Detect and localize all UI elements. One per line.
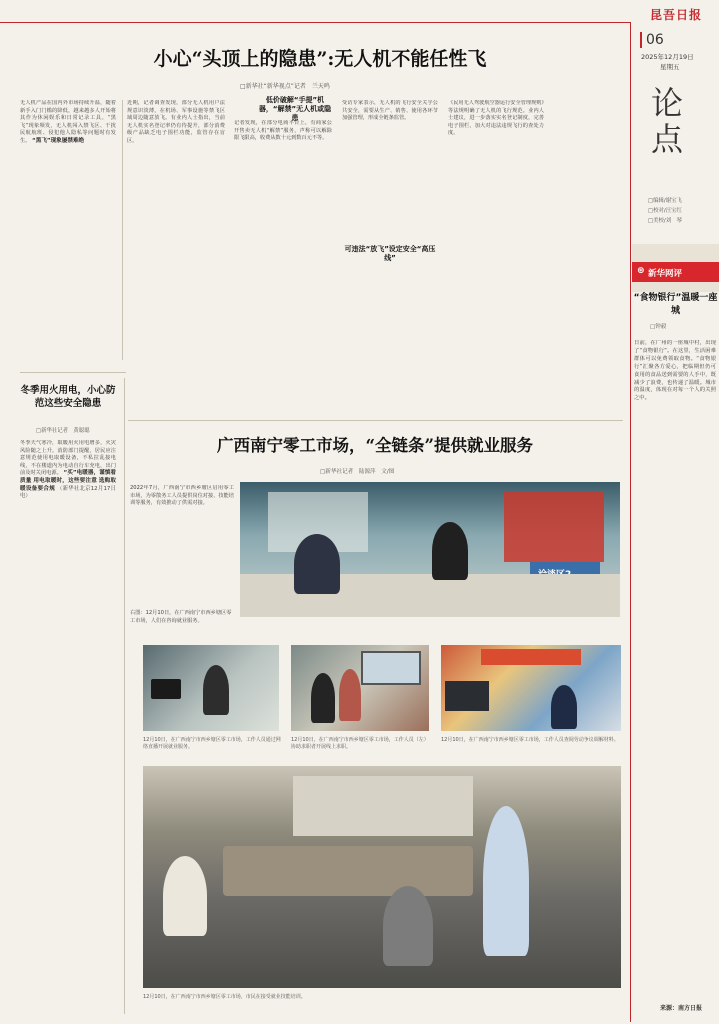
- sidebar-editor-2: □校对/汪宝红: [648, 208, 682, 214]
- caption-small-2: 12月10日，在广西南宁市西乡塘区零工市场，工作人员（左）协助求职者开展线上求职。: [291, 737, 429, 751]
- monitor: [361, 651, 421, 685]
- left-story-byline: □新华社记者 黄聪聪: [36, 428, 90, 434]
- top-rule: [0, 22, 630, 23]
- photo-job-consultation: [240, 482, 620, 617]
- caption-big: 12月10日，在广西南宁市西乡塘区零工市场，市民在接受就业技能培训。: [143, 994, 306, 1000]
- second-headline: 广西南宁零工市场，“全链条”提供就业服务: [217, 436, 533, 455]
- photo-skills-training: [143, 766, 621, 988]
- second-byline: □新华社记者 陆源萍 文/图: [320, 469, 395, 475]
- job-seeker-figure: [339, 669, 361, 721]
- sidebar-author: □钟毅: [650, 324, 667, 330]
- main-col2-text: 近期，记者调查发现，部分无人机用户法规意识淡薄，在机场、军事设施等禁飞区域周边随意放飞。有业内人士指出，当前无人机实名登记率仍有待提升，部分消费级产品缺乏电子围栏功能，监管存在盲区。: [127, 100, 225, 144]
- left-story-section-3: 选购取暖设备要合规: [20, 477, 116, 492]
- left-story-section-1: “买”电暖器，谨慎看质量: [20, 470, 116, 484]
- divider: [122, 100, 123, 360]
- main-byline: □新华社“新华视点”记者 兰天鸣: [240, 83, 330, 90]
- main-headline: 小心“头顶上的隐患”:无人机不能任性飞: [153, 48, 487, 70]
- main-subhead-1: 低价破解“手提”机器，“解禁”无人机或隐患: [258, 96, 332, 122]
- masthead-logo: 昆吾日报: [650, 8, 703, 22]
- page-number: 06: [640, 32, 664, 48]
- main-col3-text: 记者发现，在部分电商平台上，有商家公开售卖无人机“解禁”服务，声称可以解除限飞限高，收费从数十元到数百元不等。: [234, 120, 332, 142]
- monitor: [445, 681, 489, 711]
- main-article-col3: [234, 120, 332, 430]
- photo-dispute-mediation: [441, 645, 621, 731]
- main-subhead-2: 可违法“放飞”设定安全“高压线”: [344, 245, 436, 262]
- divider: [124, 378, 125, 1014]
- staff-figure: [311, 673, 335, 723]
- caption-small-1: 12月10日，在广西南宁市西乡塘区零工市场，工作人员通过网络直播开展就业服务。: [143, 737, 281, 751]
- back-wall: [293, 776, 473, 836]
- sidebar-editors: [648, 196, 682, 226]
- main-article-col2: [127, 100, 225, 410]
- left-story-section-2: 用电取暖时，这些要注意: [33, 477, 97, 484]
- left-story-body: [20, 440, 116, 1010]
- staff-figure: [551, 685, 577, 729]
- photo-live-stream: [143, 645, 279, 731]
- sidebar-editor-1: □编辑/谢宝飞: [648, 198, 682, 204]
- attendee-figure: [383, 886, 433, 966]
- issue-weekday: 星期五: [660, 63, 680, 71]
- staff-figure: [203, 665, 229, 715]
- main-article-col4: [342, 100, 438, 360]
- left-story-footer: （新华社北京12月17日电）: [20, 485, 116, 500]
- trainer-figure: [483, 806, 529, 956]
- training-table: [223, 846, 473, 896]
- main-col5-text: 《民用无人驾驶航空器运行安全管理规则》等法规明确了无人机的飞行规范。业内人士建议，进一步落实实名登记制度，完善电子围栏，加大对违法违规飞行的查处力度。: [448, 100, 544, 137]
- caption-small-3: 12月10日，在广西南宁市西乡塘区零工市场，工作人员查阅劳动争议调解材料。: [441, 737, 619, 743]
- second-intro: 2022年7月，广西南宁市西乡塘区启用零工市场，为零散务工人员提供岗位对接、技能培训等服务，有效推动了供需对接。: [130, 485, 234, 507]
- main-col1-text: 无人机产品在国内外市场持续升温，随着新手入门门槛的降低，越来越多人开始将其作为休闲娱乐和日常记录工具。“黑飞”现象频发，无人机闯入禁飞区、干扰民航航班、侵犯他人隐私等问题时有发生。: [20, 100, 116, 144]
- sidebar-rule: [630, 22, 631, 1022]
- wall-banner: [481, 649, 581, 665]
- issue-date: 2025年12月19日: [641, 53, 694, 61]
- divider: [128, 420, 623, 421]
- main-article-col1: [20, 100, 116, 360]
- caption-main: 右图：12月10日，在广西南宁市西乡塘区零工市场，人们在咨询就业服务。: [130, 610, 232, 624]
- attendee-figure: [163, 856, 207, 936]
- sidebar-vertical-title: 论点: [646, 86, 684, 158]
- left-story-text: 冬季天气寒冷，取暖用火用电增多，火灾风险随之上升。消防部门提醒，居民应注意规范使用电取暖设备，不私拉乱接电线，不在楼道内为电动自行车充电，出门前及时关闭电源。: [20, 440, 116, 477]
- main-col1-section: “黑飞”现象屡禁难绝: [32, 137, 85, 144]
- camera-device: [151, 679, 181, 699]
- photo-online-application: [291, 645, 429, 731]
- main-col4-text: 受访专家表示，无人机的飞行安全关乎公共安全，需要从生产、销售、使用各环节加强管理，形成全链条监管。: [342, 100, 438, 122]
- info-board: [504, 492, 604, 562]
- sidebar-section-band: ⊛ 新华网评: [632, 262, 719, 282]
- sidebar-editor-3: □美校/刘 琴: [648, 218, 682, 224]
- sidebar-source: 来源：南方日报: [660, 1005, 703, 1012]
- staff-figure: [432, 522, 468, 580]
- sidebar-article-title: “食物银行”温暖一座城: [633, 293, 718, 316]
- left-story-headline: 冬季用火用电，小心防范这些安全隐患: [20, 385, 116, 409]
- job-seeker-figure: [294, 534, 340, 594]
- main-article-col5: [448, 100, 544, 360]
- divider: [20, 372, 126, 373]
- sidebar-article-body: 日前，在广州的一座城中村，出现了“食物银行”。在这里，生活困难群体可以免费领取食物。“食物银行”汇聚各方爱心，把临期但仍可食用的食品送到需要的人手中，既减少了浪费，也传递了温暖。城市的温度，体现在对每一个人的关照之中。: [634, 340, 716, 402]
